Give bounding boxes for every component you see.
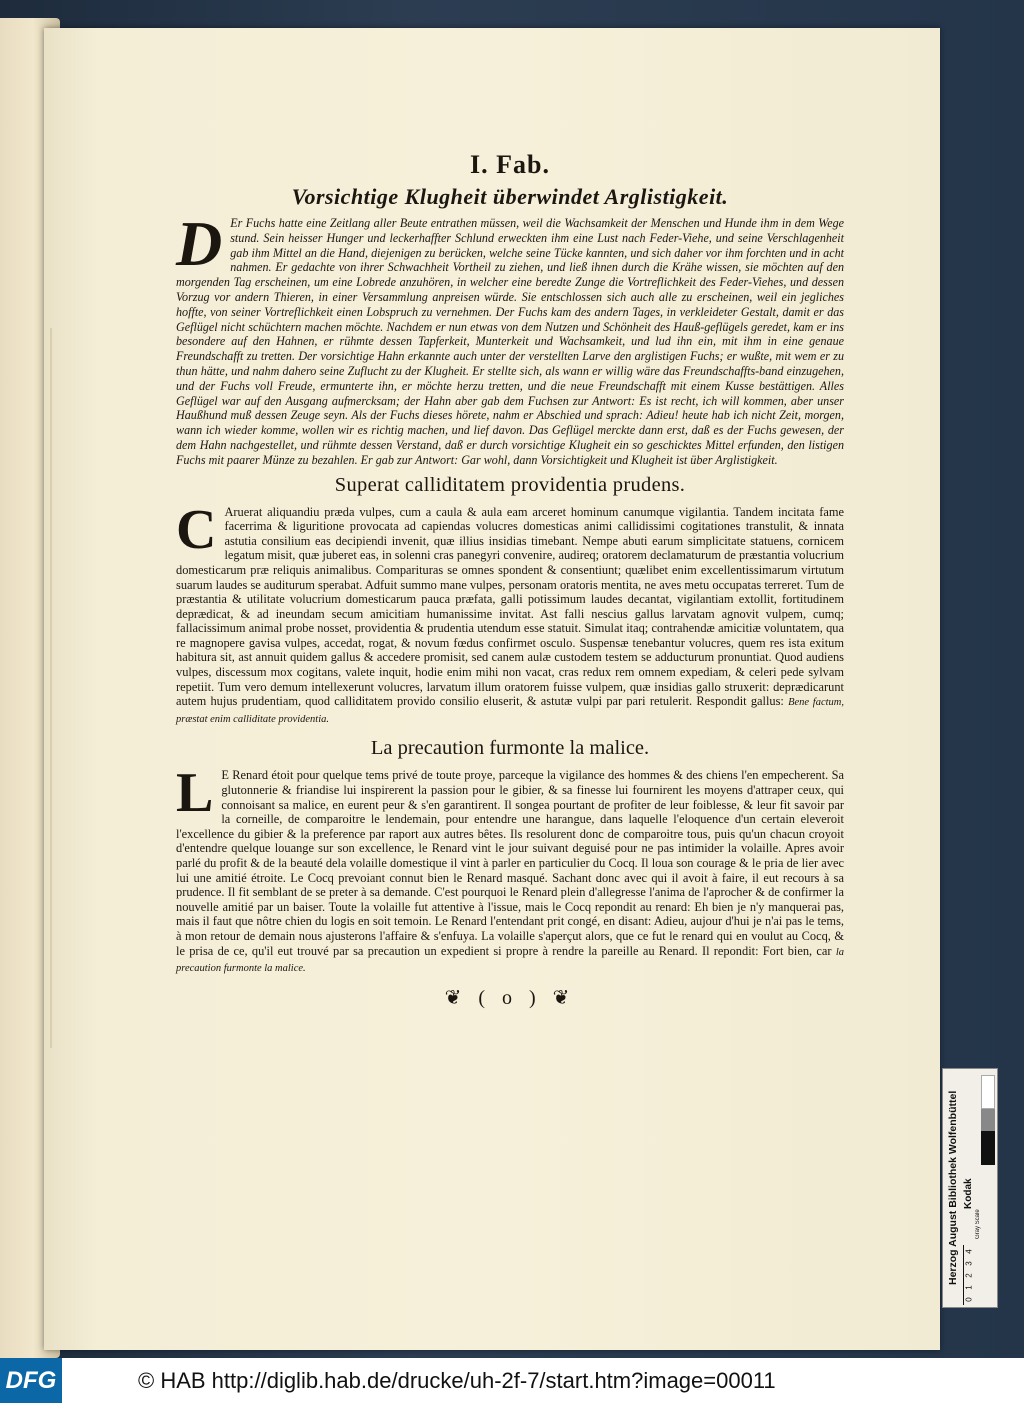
kodak-label: Kodak: [963, 1178, 974, 1209]
page-ornament: ❦ ( o ) ❦: [444, 986, 576, 1009]
french-text-block: [176, 762, 844, 976]
fable-number: I. Fab.: [470, 150, 550, 179]
latin-title: Superat calliditatem providentia prudens.: [334, 473, 686, 496]
latin-text: Aruerat aliquandiu præda vulpes, cum a caula & aula eam arceret hominum canumque vigilantia. Tandem incitata fame facerrima & liguritione provocata ad capiendas volucres domesticas animi callidissimi cogitationes transtulit, & innata astutia consilium eas decipiendi invenit, quæ illius insidias timebant. Nempe abuti earum simplicitate statuens, cornicem legatum misit, quæ juberet eas, in solenni cras panegyri convenire, audireq; oratorem declamaturum de præstantia volucrium domesticarum præ reliquis animalibus. Comparituras se omnes spondent & consentiunt; quælibet enim excellentissimarum virtutum suarum laudes se auditurum sperabat. Adfuit summo mane vulpes, personam oratoris mentita, ne aves metu occupatas terreret. Tum de præstantia & utilitate volucrium domesticarum pauca præfata, galli potissimum laudes decantat, vigilantiam extollit, fortitudinem deprædicat, & ad ineundam secum amicitiam humanissime invitat. Ast falli nescius gallus larvatam agnovit vulpem, cumq; fallacissimum animal probe nosset, providentia & prudentia utendum esse statuit. Simulat itaq; contrahendæ amicitiæ voluntatem, qua re magnopere gavisa vulpes, accedat, rogat, & novum fœdus confirmet osculo. Suspensæ tenebantur volucres, quem res ista exitum habitura sit, ast annuit quidem gallus & accedere promisit, sed canem aulæ custodem testem se adducturum pronuntiat. Quod audiens vulpes, discessum mox cogitans, valete inquit, hodie enim mihi non vacat, cras redux rem omnem expediam, & celeri pede sylvam repetiit. Tum vero demum intellexerunt volucres, larvatum illum oratorem fuisse vulpem, quæ insidias gallo struxerit: deprædicarunt autem hujus prudentiam, quod calliditatem provido consilio eluserit, & astutæ vulpi par pari retulerit. Respondit gallus:: [176, 504, 844, 709]
color-calibration-strip: [942, 1068, 998, 1308]
french-closing-italic: la precaution furmonte la malice.: [176, 946, 844, 975]
page-content: [176, 150, 844, 1010]
latin-text-block: [176, 498, 845, 728]
french-text: E Renard étoit pour quelque tems privé de toute proye, parceque la vigilance des hommes & des chiens l'en empecherent. Sa glutonnerie & friandise lui inspirerent la passion pour le gibier, & sa finesse lui fournirent les moyens d'attraper ceux, qui connoisant sa malice, en eurent peur & s'en garantirent. Il songea pourtant de profiter de leur foiblesse, & leur fit savoir par la corneille, de comparoitre le lendemain, pour entendre une harangue, dans laquelle l'eloquence d'un certain eleveroit l'excellence du gibier & la preference par raport aux autres bêtes. Ils resolurent donc de comparoitre tous, puis qu'un chacun croyoit d'entendre quelque louange sur son excellence, le Renard vint le jour suivant deguisé pour ne pas intimider la volaille. Apres avoir parlé du profit & de la beauté dela volaille domestique il vint à parler en particulier du Cocq. Il loua son courage & le pria de lier avec lui une amitié étroite. Le Cocq prevoiant connut bien le Renard masqué. Sachant donc avec qui il avoit à faire, il eut recours à sa prudence. Il fit semblant de se preter à sa demande. C'est pourquoi le Renard plein d'allegresse l'anima de l'aprocher & de confirmer la nouvelle amitié par un baiser. Toute la volaille fut attentive à l'issue, mais le Cocq repondit au renard: Eh bien je n'y manquerai pas, mais il faut que nôtre chien du logis en soit temoin. Le Renard l'entendant prit congé, en disant: Adieu, aujour d'hui je n'ai pas le tems, à mon retour de demain nous ajusterons l'affaire & s'enfuya. La volaille s'aperçut alors, que ce fut le renard qui en voulut au Cocq, & le prisa de ce, qu'il eut trouvé par sa precaution un expedient si propre à rendre la pareille au Renard. Il repondit: Fort bien, car: [176, 768, 844, 958]
latin-dropcap: C: [176, 498, 217, 561]
german-text-block: [176, 208, 844, 468]
ruler-mark: 3: [964, 1261, 974, 1266]
black-swatch: [981, 1131, 995, 1165]
library-label: Herzog August Bibliothek Wolfenbüttel: [947, 1090, 959, 1286]
ruler-mark: 0: [964, 1297, 974, 1302]
white-swatch: [981, 1075, 995, 1109]
binding-thread: [50, 328, 52, 1048]
french-dropcap: L: [176, 762, 214, 825]
french-title: La precaution furmonte la malice.: [370, 737, 650, 760]
german-title: Vorsichtige Klugheit überwindet Arglistigkeit.: [291, 184, 729, 209]
latin-closing-italic: Bene factum, præstat enim calliditate providentia.: [176, 697, 845, 725]
gray-scale-label: Gray Scale: [975, 1209, 981, 1239]
ruler-mark: 4: [964, 1249, 974, 1254]
german-dropcap: D: [176, 208, 223, 279]
dfg-logo: DFG: [0, 1358, 62, 1403]
ruler-mark: 1: [964, 1285, 974, 1290]
scale-ruler: [963, 1245, 993, 1305]
ruler-mark: 2: [964, 1273, 974, 1278]
gray-swatch: [981, 1109, 995, 1131]
copyright-link[interactable]: © HAB http://diglib.hab.de/drucke/uh-2f-7/start.htm?image=00011: [138, 1367, 776, 1393]
german-text: Er Fuchs hatte eine Zeitlang aller Beute entrathen müssen, weil die Wachsamkeit der Menschen und Hunde ihm in dem Wege stund. Sein heisser Hunger und leckerhaffter Schlund erweckten ihm eine Lust nach Feder-Viehe, und seine Verschlagenheit gab ihm Mittel an die Hand, diejenigen zu berücken, welche seine Tücke kannten, und sich daher vor ihm forchten und in acht nahmen. Er gedachte von ihrer Schwachheit Vortheil zu ziehen, und ließ ihnen durch die Krähe wissen, sie möchten auf den morgenden Tag erscheinen, um eine Lobrede anzuhören, in welcher eine beredte Zunge die Vortreflichkeit des Feder-Viehes, und dessen Vorzug vor andern Thieren, in einer Versammlung anpreisen würde. Sie entschlossen sich auch alle zu erscheinen, weil ein jegliches hoffte, von seiner Vortreflichkeit einen Lobspruch zu vernehmen. Der Fuchs kam des andern Tages, in verkleideter Gestalt, damit er das Geflügel nicht schüchtern machen möchte. Nachdem er nun etwas von dem Nutzen und Schönheit des Hauß-geflügels geredet, kam er ins besondere auf den Hahnen, er rühmte dessen Tapferkeit, Munterkeit und Wachsamkeit, und lud ihn ein, mit ihm in eine genaue Freundschafft zu tretten. Der vorsichtige Hahn erkannte auch unter der verstellten Larve den arglistigen Fuchs; er wußte, mit wem er zu thun hätte, und nahm dahero seine Zuflucht zu der Klugheit. Er stellte sich, als wann er willig wäre das Freundschaffts-band einzugehen, und der Fuchs voll Freude, ermunterte ihn, er möchte herzu tretten, und die neue Freundschafft mit einem Kusse bestättigen. Alles Geflügel war auf den Ausgang aufmercksam; der Hahn aber gab dem Fuchsen zur Antwort: Es ist recht, ich will kommen, aber unser Haußhund muß dessen Zeuge seyn. Als der Fuchs dieses hörete, nahm er Abschied und sprach: Adieu! heute hab ich nicht Zeit, morgen, wann ich wieder komme, wollen wir es richtig machen, und lief davon. Das Geflügel merckte dann erst, daß es der Fuchs gewesen, der dem Hahn nachgestellet, und rühmte dessen Verstand, daß er durch vorsichtige Klugheit ein so geschicktes Mittel erfunden, den listigen Fuchs mit paarer Münze zu bezahlen. Er gab zur Antwort: Gar wohl, dann Vorsichtigkeit und Klugheit ist über Arglistigkeit.: [176, 216, 844, 467]
footer-bar: [0, 1358, 1024, 1403]
